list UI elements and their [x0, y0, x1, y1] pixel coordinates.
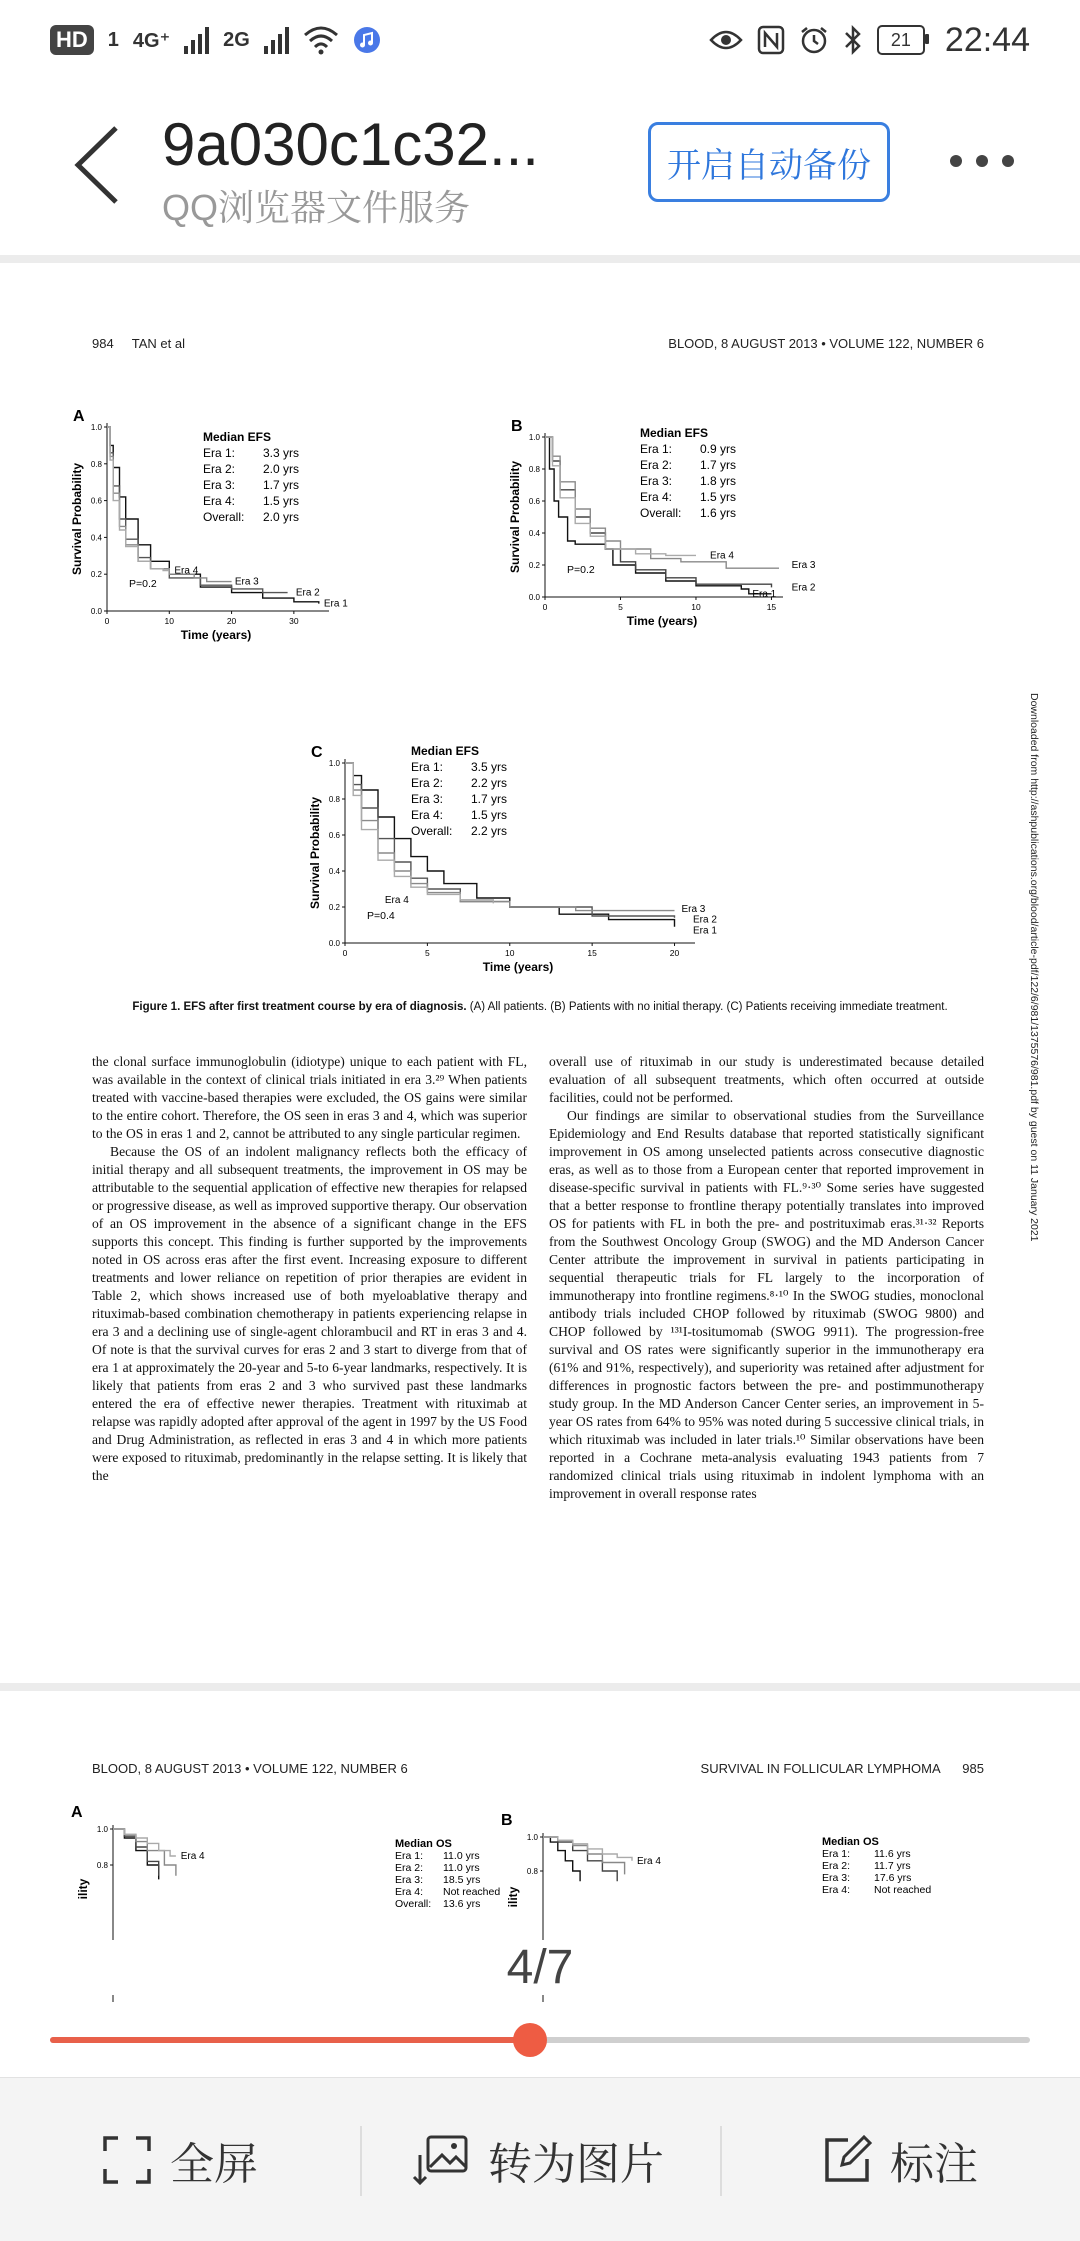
convert-to-image-button[interactable] [360, 2078, 720, 2241]
y-tick-label: 0.8 [526, 1867, 538, 1876]
legend-title: Median EFS [203, 430, 272, 444]
curve-label: Era 4 [174, 565, 199, 577]
legend-value: 1.7 yrs [471, 792, 508, 806]
x-tick-label: 0 [342, 948, 348, 958]
pdf-page-next [0, 1691, 1080, 1951]
legend-label: Era 3: [203, 478, 236, 492]
caption-title: Figure 1. EFS after first treatment course by era of diagnosis. [132, 1001, 467, 1013]
legend-label: Era 3: [411, 792, 444, 806]
y-tick-label: 0.2 [328, 903, 340, 912]
y-tick-label: 0.8 [90, 459, 102, 469]
music-icon [353, 26, 381, 54]
legend-label: Era 1: [395, 1850, 424, 1862]
legend-title: Median OS [822, 1836, 879, 1848]
legend-value: 2.2 yrs [471, 824, 508, 838]
edit-icon [822, 2135, 872, 2185]
running-title: SURVIVAL IN FOLLICULAR LYMPHOMA [700, 1761, 941, 1776]
y-tick-label: 0.8 [528, 465, 540, 474]
curve-label: Era 2 [295, 587, 320, 599]
legend-value: 11.7 yrs [874, 1860, 911, 1872]
series-line-era-3 [113, 1829, 176, 1876]
y-tick-label: 0.4 [328, 867, 340, 876]
legend-label: Era 3: [395, 1874, 424, 1886]
text-column-right [549, 1053, 984, 1503]
running-header-left [92, 336, 185, 351]
body-text [92, 1053, 984, 1503]
panel-letter: C [311, 744, 323, 761]
y-tick-label: 0.4 [90, 533, 102, 543]
x-tick-label: 10 [691, 602, 701, 612]
legend-title: Median EFS [640, 426, 709, 440]
running-header-right: BLOOD, 8 AUGUST 2013 • VOLUME 122, NUMBER 6 [668, 336, 984, 351]
p-value: P=0.2 [129, 578, 157, 590]
legend-value: 1.7 yrs [700, 458, 737, 472]
nfc-icon [757, 25, 785, 55]
battery-icon [877, 25, 925, 55]
legend-value: 3.3 yrs [263, 446, 300, 460]
panel-letter: A [71, 1804, 83, 1821]
fullscreen-icon [102, 2135, 152, 2185]
y-tick-label: 0.0 [328, 939, 340, 948]
battery-level: 21 [890, 29, 911, 50]
y-tick-label: 0.6 [328, 831, 340, 840]
legend-value: 17.6 yrs [874, 1872, 912, 1884]
bluetooth-icon [843, 25, 863, 55]
signal-icon [184, 26, 209, 54]
running-author: TAN et al [131, 336, 185, 351]
legend-value: 2.0 yrs [263, 510, 300, 524]
legend-value: 3.5 yrs [471, 760, 508, 774]
legend-label: Era 2: [203, 462, 236, 476]
legend-label: Era 2: [640, 458, 673, 472]
caption-body: (A) All patients. (B) Patients with no initial therapy. (C) Patients receiving immediate treatment. [466, 1001, 948, 1013]
y-tick-label: 0.0 [90, 607, 102, 616]
paragraph: Because the OS of an indolent malignancy reflects both the efficacy of initial therapy and all subsequent treatments, the improvement in OS may be attributable to the sequential application of effective new therapies for relapsed or progressive disease, as well as improved supportive therapy. Our observation of an OS improvement in the absence of a significant change in the EFS supports this concept. This finding is further supported by the improvements noted in OS across eras after the first event. Increasing exposure to different treatments and lower reliance on repetition of prior therapies are evident in Table 2, which shows increased use of both myeloablative therapy and rituximab-based combination chemotherapy in patients experiencing relapse in era 3 and a declining use of single-agent chlorambucil and RT in eras 3 and 4. Of note is that the survival curves for eras 2 and 3 start to diverge from that of era 1 at approximately the 20-year and 5-to 6-year landmarks, respectively. It is likely that patients from eras 2 and 3 who survived past these landmarks entered the era of effective newer therapies. Treatment with rituximab at relapse was rapidly adopted after approval of the agent in 1997 by the US Food and Drug Administration, as reflected in eras 3 and 4 in which more patients were exposed to rituximab, predominantly in the relapse setting. It is likely that the [92, 1144, 527, 1483]
status-bar [0, 0, 1080, 80]
auto-backup-button[interactable]: 开启自动备份 [648, 122, 890, 202]
alarm-icon [799, 25, 829, 55]
curve-label: Era 3 [234, 576, 259, 588]
curve-label: Era 3 [681, 903, 706, 915]
image-convert-icon [416, 2133, 470, 2187]
legend-label: Era 3: [640, 474, 673, 488]
pdf-page [0, 263, 1080, 1683]
y-tick-label: 1.0 [528, 433, 540, 442]
figure-caption [0, 1001, 1080, 1013]
legend-label: Era 4: [411, 808, 444, 822]
curve-label: Era 2 [791, 582, 816, 594]
legend-value: 18.5 yrs [443, 1874, 481, 1886]
legend-label: Era 3: [822, 1872, 851, 1884]
page-indicator: 4/7 [0, 1940, 1080, 1995]
legend-label: Era 4: [640, 490, 673, 504]
y-tick-label: 0.0 [528, 593, 540, 602]
signal-icon-2 [264, 26, 289, 54]
y-tick-label: 0.8 [96, 1861, 108, 1870]
figure-panel-a [70, 381, 525, 681]
legend-value: Not reached [874, 1884, 932, 1896]
series-line-era-4 [107, 427, 169, 571]
legend-value: 1.5 yrs [700, 490, 737, 504]
y-tick-label: 0.4 [528, 529, 540, 538]
paragraph: Our findings are similar to observational studies from the Surveillance Epidemiology and End Results database that reported statistically significant improvement in OS among unselected patients across consecutive diagnostic eras, as well as to those from a European center that reported improvement in disease-specific survival in patients with FL.⁹·³⁰ Some series have suggested that a better response to frontline therapy potentially translates into improved OS for patients with FL in both the pre- and postrituximab eras.³¹·³² Reports from the Southwest Oncology Group (SWOG) and the MD Anderson Cancer Center attribute the improvement in survival in patients participating in sequential therapeutic trials for FL largely to the incorporation of immunotherapy into frontline regimens.⁸·¹⁰ In the SWOG studies, monoclonal antibody trials included CHOP followed by rituximab (SWOG 9800) and CHOP followed by ¹³¹I-tositumomab (SWOG 9911). The progression-free survival and OS rates were significantly superior in the immunotherapy era (61% and 91%, respectively), and superiority was retained after adjustment for differences in prognostic factors between the pre- and postimmunotherapy study group. In the MD Anderson Cancer Center series, an improvement in 5-year OS rates from 64% to 95% was noted during 5 successive clinical trials, in which rituximab was included in later trials.¹⁰ Similar observations have been reported in a Cochrane meta-analysis evaluating 1943 patients from 7 randomized clinical trials using rituximab in indolent lymphoma with an improvement in overall response rates [549, 1108, 984, 1501]
page-slider[interactable] [0, 2002, 1080, 2077]
legend-label: Era 4: [203, 494, 236, 508]
running-header-left: BLOOD, 8 AUGUST 2013 • VOLUME 122, NUMBER 6 [92, 1761, 408, 1776]
app-header [0, 80, 1080, 255]
legend-value: 2.2 yrs [471, 776, 508, 790]
panel-letter: B [501, 1812, 513, 1829]
y-tick-label: 1.0 [90, 423, 102, 432]
bottom-toolbar [0, 2077, 1080, 2241]
y-axis-label: Survival Probability [70, 462, 84, 576]
y-tick-label: 1.0 [526, 1833, 538, 1842]
legend-value: 11.0 yrs [443, 1862, 480, 1874]
series-line-era-4 [113, 1829, 176, 1856]
legend-title: Median EFS [411, 744, 480, 758]
y-axis-label: Survival Probability [308, 796, 322, 910]
x-tick-label: 10 [505, 948, 515, 958]
legend-label: Overall: [203, 510, 245, 524]
more-options-icon[interactable] [950, 155, 1014, 167]
legend-label: Era 2: [395, 1862, 424, 1874]
legend-label: Overall: [395, 1898, 432, 1910]
curve-label: Era 1 [693, 925, 717, 937]
panel-letter: A [73, 408, 85, 425]
back-arrow-icon[interactable] [60, 120, 140, 210]
curve-label: Era 4 [637, 1855, 661, 1867]
paragraph: overall use of rituximab in our study is underestimated because detailed evaluation of all subsequent treatments, which often occurred at outside facilities, could not be performed. [549, 1054, 984, 1105]
network-type-1: 4G⁺ [132, 29, 171, 52]
x-tick-label: 10 [164, 616, 175, 626]
pdf-viewer[interactable] [0, 255, 1080, 1940]
legend-value: 1.5 yrs [471, 808, 508, 822]
figure-panel-a-os [71, 1803, 515, 1951]
legend-label: Era 4: [822, 1884, 851, 1896]
p-value: P=0.2 [567, 564, 595, 576]
fullscreen-button[interactable] [0, 2078, 360, 2241]
file-title: 9a030c1c32... [162, 111, 539, 178]
legend-label: Overall: [640, 506, 682, 520]
paragraph: the clonal surface immunoglobulin (idiotype) unique to each patient with FL, was available in the context of clinical trials initiated in era 3.²⁹ When patients treated with vaccine-based therapies were excluded, the OS gains were similar to the entire cohort. Therefore, the OS seen in eras 3 and 4, which was superior to the OS in eras 1 and 2, cannot be attributed to any single particular regimen. [92, 1054, 527, 1141]
page-number: 985 [962, 1761, 984, 1776]
figure-panel-c [295, 695, 765, 995]
x-axis-label: Time (years) [482, 960, 554, 974]
y-tick-label: 1.0 [328, 759, 340, 768]
annotate-button[interactable] [720, 2078, 1080, 2241]
annotate-label: 标注 [890, 2139, 978, 2189]
x-tick-label: 15 [766, 602, 777, 612]
legend-title: Median OS [395, 1838, 452, 1850]
wifi-icon [303, 25, 339, 55]
clock: 22:44 [944, 20, 1030, 59]
legend-label: Era 1: [203, 446, 236, 460]
panel-letter: B [511, 418, 523, 435]
slider-track[interactable] [50, 2037, 1030, 2043]
x-tick-label: 20 [226, 616, 237, 626]
download-notice: Downloaded from http://ashpublications.org/blood/article-pdf/122/6/981/1375576/981.pdf by guest on 11 January 2021 [1028, 693, 1040, 1242]
curve-label: Era 4 [710, 550, 734, 562]
sim-slot: 1 [107, 28, 119, 51]
curve-label: Era 1 [752, 588, 777, 600]
x-axis-label: Time (years) [180, 628, 252, 642]
legend-value: 0.9 yrs [700, 442, 737, 456]
legend-label: Era 1: [411, 760, 444, 774]
legend-label: Overall: [411, 824, 453, 838]
x-tick-label: 20 [669, 948, 680, 958]
curve-label: Era 2 [693, 914, 717, 926]
legend-value: 2.0 yrs [263, 462, 300, 476]
legend-value: 13.6 yrs [443, 1898, 481, 1910]
legend-label: Era 2: [411, 776, 444, 790]
slider-handle[interactable] [513, 2023, 547, 2057]
file-source: QQ浏览器文件服务 [162, 187, 471, 228]
legend-value: 1.5 yrs [263, 494, 300, 508]
p-value: P=0.4 [367, 910, 395, 922]
legend-value: 1.6 yrs [700, 506, 737, 520]
eye-icon [709, 28, 743, 52]
curve-label: Era 4 [180, 1851, 205, 1862]
y-tick-label: 0.2 [90, 570, 102, 580]
page-number: 984 [92, 336, 114, 351]
legend-value: 11.0 yrs [443, 1850, 480, 1862]
figure-panel-b [508, 381, 1005, 681]
y-tick-label: 0.6 [528, 497, 540, 506]
y-tick-label: 0.2 [528, 561, 540, 570]
slider-fill [50, 2037, 530, 2043]
legend-value: 1.7 yrs [263, 478, 300, 492]
legend-label: Era 4: [395, 1886, 424, 1898]
x-tick-label: 0 [542, 602, 548, 612]
y-axis-label: ility [506, 1886, 520, 1908]
figure-panel-b-os [501, 1803, 1005, 1951]
y-tick-label: 0.8 [328, 795, 340, 804]
download-watermark [1026, 693, 1040, 1333]
x-tick-label: 15 [587, 948, 597, 958]
legend-label: Era 1: [822, 1848, 851, 1860]
legend-value: 1.8 yrs [700, 474, 737, 488]
curve-label: Era 4 [384, 894, 409, 906]
y-tick-label: 0.6 [90, 496, 102, 506]
legend-label: Era 1: [640, 442, 673, 456]
y-axis-label: ility [76, 1878, 90, 1900]
convert-to-image-label: 转为图片 [488, 2139, 664, 2189]
legend-value: Not reached [443, 1886, 501, 1898]
hd-badge: HD [50, 25, 94, 55]
x-axis-label: Time (years) [626, 614, 698, 628]
x-tick-label: 30 [289, 616, 299, 626]
fullscreen-label: 全屏 [170, 2139, 258, 2189]
x-tick-label: 0 [104, 616, 110, 626]
legend-label: Era 2: [822, 1860, 851, 1872]
x-tick-label: 5 [425, 948, 430, 958]
curve-label: Era 3 [791, 560, 816, 571]
network-type-2: 2G [223, 28, 250, 51]
text-column-left [92, 1053, 527, 1503]
y-axis-label: Survival Probability [508, 460, 522, 574]
x-tick-label: 5 [618, 602, 623, 612]
running-header-right [701, 1761, 984, 1776]
y-tick-label: 1.0 [96, 1825, 108, 1834]
curve-label: Era 1 [323, 598, 348, 610]
legend-value: 11.6 yrs [874, 1848, 911, 1860]
